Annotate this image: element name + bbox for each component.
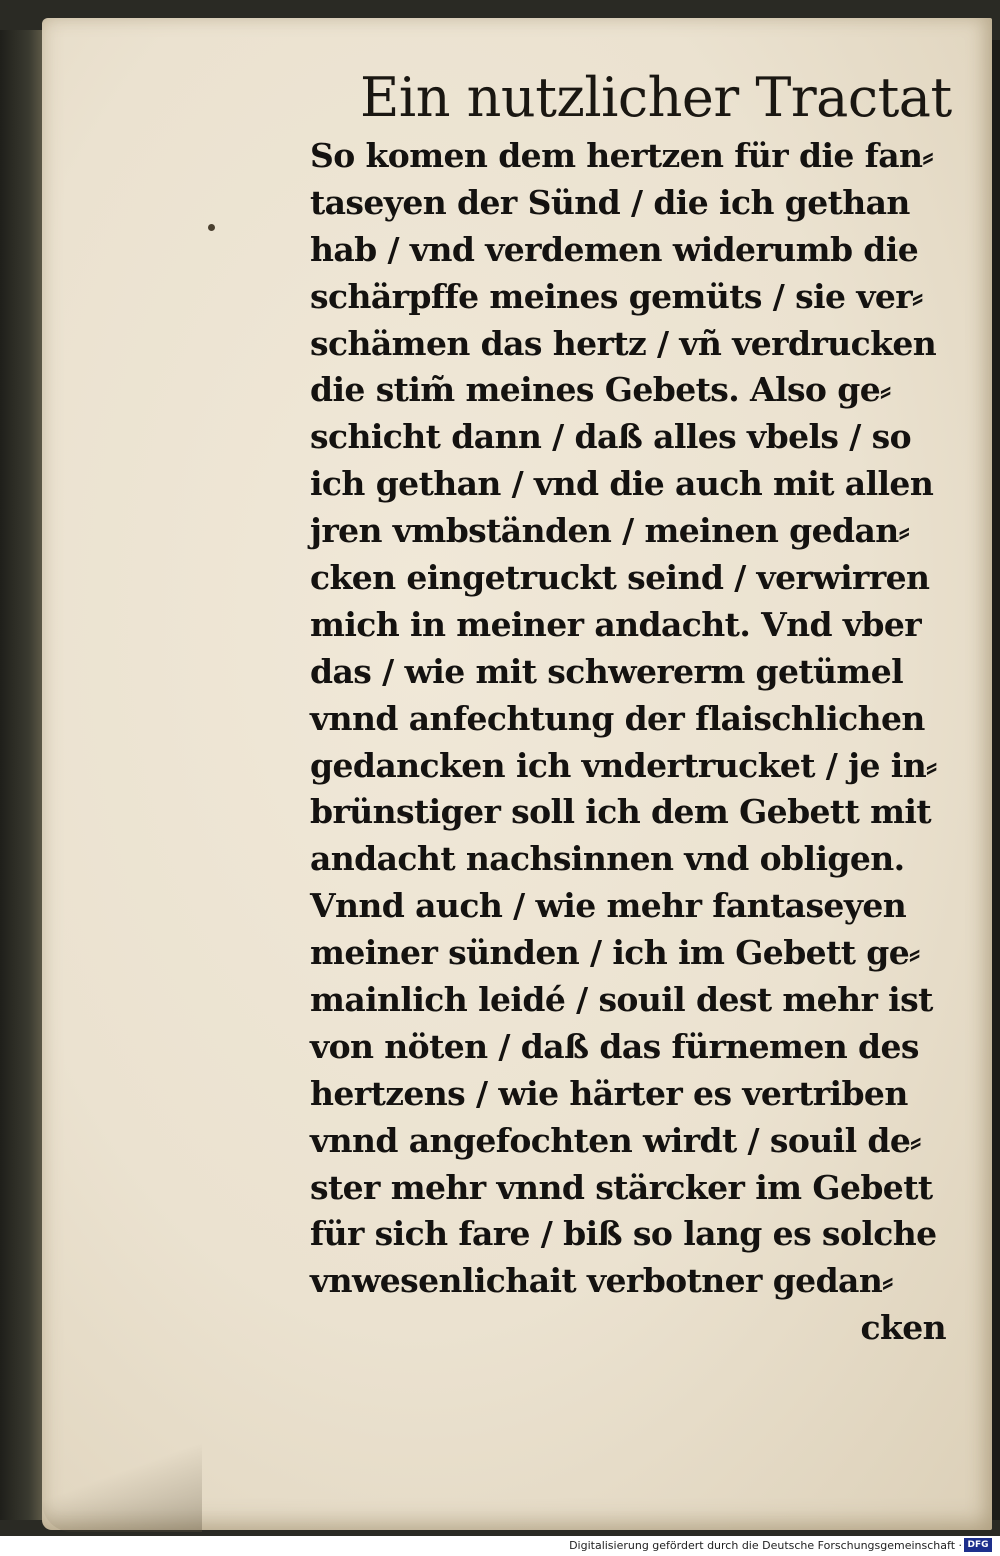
text-line: meiner sünden / ich im Gebett ge⸗: [310, 933, 920, 973]
text-line: ster mehr vnnd stärcker im Gebett: [310, 1167, 933, 1207]
text-line: gedancken ich vndertrucket / je in⸗: [310, 745, 937, 785]
catchword: cken: [860, 1308, 946, 1348]
text-line: ich gethan / vnd die auch mit allen: [310, 464, 934, 504]
text-line: vnnd angefochten wirdt / souil de⸗: [310, 1120, 921, 1160]
text-line: hertzens / wie härter es vertriben: [310, 1073, 908, 1113]
text-line: taseyen der Sünd / die ich gethan: [310, 182, 910, 222]
text-line: das / wie mit schwererm getümel: [310, 651, 904, 691]
text-line: schämen das hertz / vñ verdrucken: [310, 323, 937, 363]
digitization-credit: Digitalisierung gefördert durch die Deutsche Forschungsgemeinschaft ·: [569, 1539, 962, 1552]
text-line: schärpffe meines gemüts / sie ver⸗: [310, 276, 923, 316]
text-line: hab / vnd verdemen widerumb die: [310, 229, 919, 269]
text-line: vnwesenlichait verbotner gedan⸗: [310, 1261, 893, 1301]
page-corner-curl: [42, 1440, 202, 1532]
text-line: mainlich leidé / souil dest mehr ist: [310, 980, 933, 1020]
text-line: Vnnd auch / wie mehr fantaseyen: [310, 886, 907, 926]
text-line: mich in meiner andacht. Vnd vber: [310, 604, 922, 644]
text-line: von nöten / daß das fürnemen des: [310, 1026, 919, 1066]
dfg-logo: DFG: [964, 1538, 992, 1552]
text-line: für sich fare / biß so lang es solche: [310, 1214, 937, 1254]
text-line: brünstiger soll ich dem Gebett mit: [310, 792, 932, 832]
text-line: die stim̃ meines Gebets. Also ge⸗: [310, 370, 891, 410]
text-line: cken eingetruckt seind / verwirren: [310, 558, 930, 598]
book-edge-left: [0, 30, 48, 1520]
ink-spot: [208, 224, 215, 231]
text-line: andacht nachsinnen vnd obligen.: [310, 839, 905, 879]
text-line: So komen dem hertzen für die fan⸗: [310, 136, 933, 175]
text-line: vnnd anfechtung der flaischlichen: [310, 698, 925, 738]
text-line: schicht dann / daß alles vbels / so: [310, 417, 912, 457]
text-block: [310, 133, 958, 1352]
text-line: jren vmbständen / meinen gedan⸗: [310, 511, 910, 551]
running-header: Ein nutzlicher Tractat: [360, 66, 952, 129]
